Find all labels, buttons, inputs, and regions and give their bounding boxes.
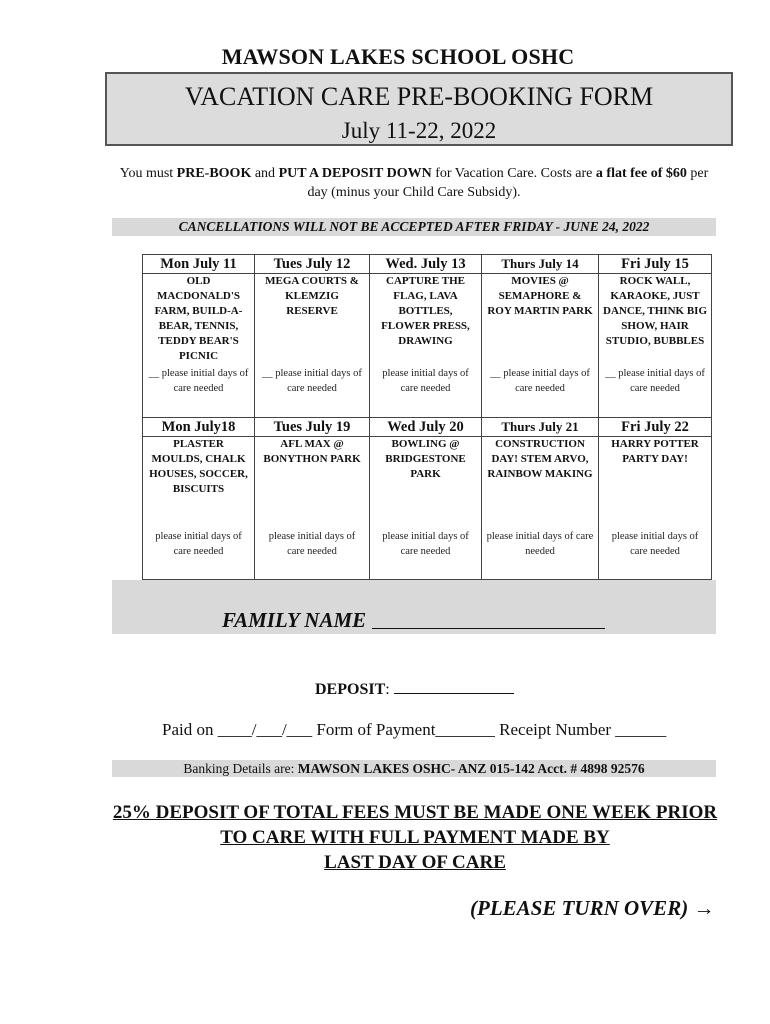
- day-cell[interactable]: [255, 274, 370, 418]
- day-cell[interactable]: [370, 436, 482, 580]
- activity-text: OLD MACDONALD'S FARM, BUILD-A-BEAR, TENNIS, TEDDY BEAR'S PICNIC: [154, 275, 243, 362]
- day-header: Wed July 20: [370, 417, 482, 436]
- activity-text: MOVIES @ SEMAPHORE & ROY MARTIN PARK: [487, 275, 593, 317]
- turn-over-note: (PLEASE TURN OVER) →: [470, 896, 715, 920]
- deposit-line[interactable]: [394, 679, 514, 694]
- booking-calendar: [142, 254, 712, 580]
- day-cell[interactable]: [370, 274, 482, 418]
- week1-day-row: [143, 255, 712, 274]
- day-cell[interactable]: [599, 274, 712, 418]
- intro-bold: a flat fee of $60: [595, 166, 687, 181]
- day-header: Tues July 12: [255, 255, 370, 274]
- day-cell[interactable]: [255, 436, 370, 580]
- intro-part: You must: [119, 166, 177, 181]
- deposit-field: DEPOSIT:: [315, 679, 514, 699]
- day-cell[interactable]: [482, 436, 599, 580]
- activity-text: BOWLING @ BRIDGESTONE PARK: [385, 437, 466, 480]
- activity-text: AFL MAX @ BONYTHON PARK: [263, 437, 361, 465]
- initial-prompt: please initial days of care needed: [486, 530, 594, 557]
- school-name: MAWSON LAKES SCHOOL OSHC: [221, 44, 575, 69]
- day-header: Thurs July 21: [482, 417, 599, 436]
- intro-part: per day (minus your Child Care Subsidy).: [307, 166, 709, 200]
- day-cell[interactable]: [143, 274, 255, 418]
- banking-details: [112, 760, 716, 777]
- week2-activity-row: [143, 436, 712, 580]
- activity-text: PLASTER MOULDS, CHALK HOUSES, SOCCER, BISCUITS: [149, 437, 248, 495]
- banking-label: Banking Details are:: [183, 761, 298, 776]
- form-title: VACATION CARE PRE-BOOKING FORM: [184, 82, 654, 111]
- day-header: Mon July 11: [143, 255, 255, 274]
- family-name-field: [222, 608, 605, 633]
- intro-part: and: [251, 166, 279, 181]
- form-dates: July 11-22, 2022: [341, 118, 497, 143]
- activity-text: CONSTRUCTION DAY! STEM ARVO, RAINBOW MAKING: [487, 437, 593, 480]
- day-header: Fri July 15: [599, 255, 712, 274]
- initial-prompt: __ please initial days of care needed: [262, 368, 362, 394]
- intro-part: for Vacation Care. Costs are: [431, 166, 596, 181]
- activity-text: ROCK WALL, KARAOKE, JUST DANCE, THINK BIG SHOW, HAIR STUDIO, BUBBLES: [603, 275, 708, 347]
- initial-prompt: please initial days of care needed: [155, 530, 242, 557]
- banking-account: MAWSON LAKES OSHC- ANZ 015-142 Acct. # 4898 92576: [297, 761, 645, 776]
- intro-bold: PRE-BOOK: [176, 166, 252, 181]
- day-cell[interactable]: [599, 436, 712, 580]
- initial-prompt: __ please initial days of care needed: [148, 368, 249, 394]
- intro-text: [112, 164, 716, 202]
- form-title-box: [105, 72, 733, 146]
- day-header: Fri July 22: [599, 417, 712, 436]
- day-cell[interactable]: [482, 274, 599, 418]
- notice-line: TO CARE WITH FULL PAYMENT MADE BY: [220, 827, 610, 848]
- family-name-line[interactable]: [372, 608, 605, 629]
- initial-prompt: please initial days of care needed: [382, 530, 469, 557]
- day-cell[interactable]: [143, 436, 255, 580]
- cancellation-notice: CANCELLATIONS WILL NOT BE ACCEPTED AFTER FRIDAY - JUNE 24, 2022: [112, 218, 716, 236]
- initial-prompt: __ please initial days of care needed: [490, 368, 590, 394]
- initial-prompt: please initial days of care needed: [611, 530, 699, 557]
- intro-bold: PUT A DEPOSIT DOWN: [278, 166, 432, 181]
- initial-prompt: please initial days of care needed: [382, 368, 469, 394]
- deposit-notice: [100, 800, 730, 875]
- day-header: Wed. July 13: [370, 255, 482, 274]
- deposit-label: DEPOSIT: [315, 681, 386, 698]
- activity-text: CAPTURE THE FLAG, LAVA BOTTLES, FLOWER PRESS, DRAWING: [381, 275, 470, 347]
- day-header: Mon July18: [143, 417, 255, 436]
- notice-line: 25% DEPOSIT OF TOTAL FEES MUST BE MADE ONE WEEK PRIOR: [112, 802, 718, 823]
- week2-day-row: [143, 417, 712, 436]
- notice-line: LAST DAY OF CARE: [324, 852, 506, 873]
- initial-prompt: __ please initial days of care needed: [605, 368, 705, 394]
- day-header: Thurs July 14: [482, 255, 599, 274]
- day-header: Tues July 19: [255, 417, 370, 436]
- activity-text: MEGA COURTS & KLEMZIG RESERVE: [265, 275, 359, 317]
- initial-prompt: please initial days of care needed: [268, 530, 356, 557]
- payment-line[interactable]: Paid on ____/___/___ Form of Payment_______ Receipt Number ______: [162, 720, 667, 739]
- week1-activity-row: [143, 274, 712, 418]
- family-name-label: FAMILY NAME: [222, 608, 367, 632]
- activity-text: HARRY POTTER PARTY DAY!: [611, 437, 699, 465]
